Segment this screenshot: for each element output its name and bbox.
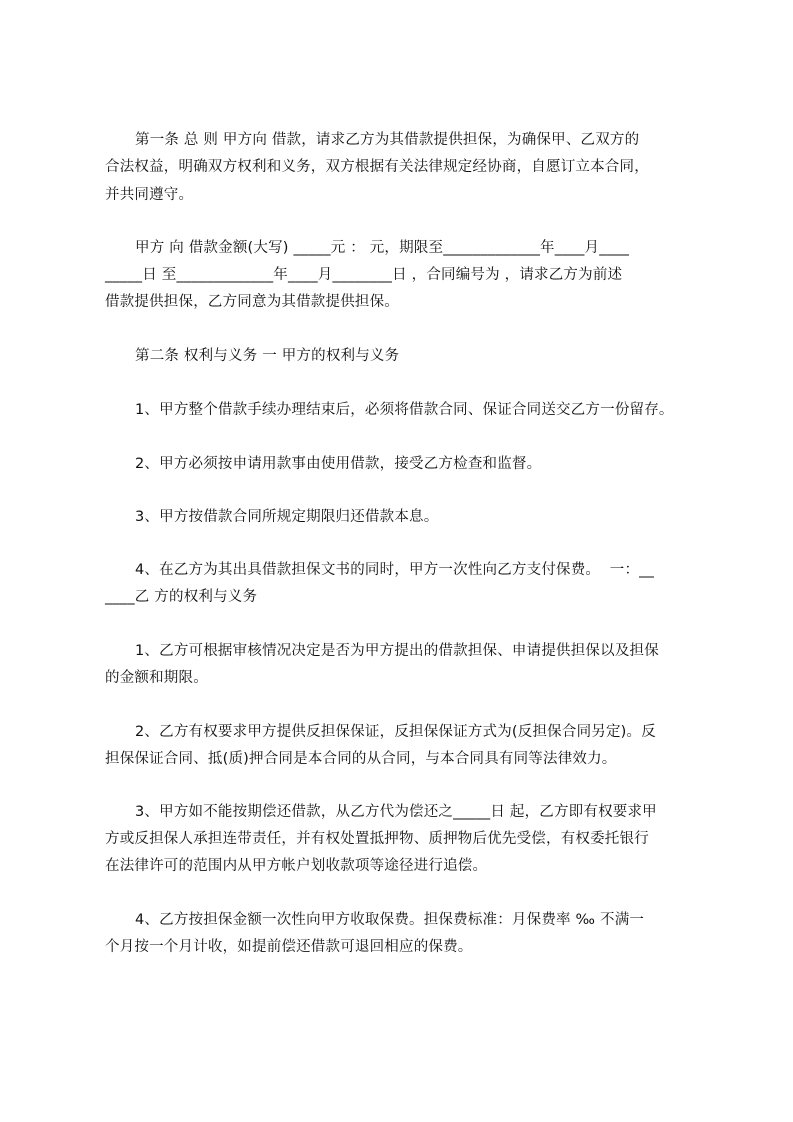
- party-b-item-3-line-2: 方或反担保人承担连带责任，并有权处置抵押物、质押物后优先受偿，有权委托银行: [105, 831, 649, 847]
- loan-info-line-2: _____日 至_____________年____月________日 ，合同编号为 ，请求乙方为前述: [105, 267, 623, 283]
- party-b-item-4-line-1: 4、乙方按担保金额一次性向甲方收取保费。担保费标准：月保费率 ‰ 不满一: [135, 912, 645, 928]
- party-b-item-1-line-1: 1、乙方可根据审核情况决定是否为甲方提出的借款担保、申请提供担保以及担保: [135, 643, 659, 659]
- article1-line-3: 并共同遵守。: [105, 187, 194, 203]
- party-b-item-4-line-2: 个月按一个月计收，如提前偿还借款可退回相应的保费。: [105, 939, 473, 955]
- party-a-item-3: 3、甲方按借款合同所规定期限归还借款本息。: [135, 509, 439, 525]
- article1-line-2: 合法权益，明确双方权利和义务，双方根据有关法律规定经协商，自愿订立本合同，: [105, 159, 649, 175]
- party-a-item-4-line-2: ____乙 方的权利与义务: [105, 589, 258, 605]
- party-b-item-2-line-2: 担保保证合同、抵(质)押合同是本合同的从合同，与本合同具有同等法律效力。: [105, 751, 617, 767]
- loan-info-line-3: 借款提供担保，乙方同意为其借款提供担保。: [105, 294, 399, 310]
- article1-line-1: 第一条 总 则 甲方向 借款，请求乙方为其借款提供担保，为确保甲、乙双方的: [135, 132, 640, 148]
- party-b-item-3-line-1: 3、甲方如不能按期偿还借款，从乙方代为偿还之_____日 起，乙方即有权要求甲: [135, 804, 657, 820]
- party-a-item-1: 1、甲方整个借款手续办理结束后，必须将借款合同、保证合同送交乙方一份留存。: [135, 402, 674, 418]
- party-b-item-1-line-2: 的金额和期限。: [105, 670, 208, 686]
- party-b-item-3-line-3: 在法律许可的范围内从甲方帐户划收款项等途径进行追偿。: [105, 858, 488, 874]
- article2-heading: 第二条 权利与义务 一 甲方的权利与义务: [135, 348, 400, 364]
- party-a-item-2: 2、甲方必须按申请用款事由使用借款，接受乙方检查和监督。: [135, 456, 542, 472]
- party-b-item-2-line-1: 2、乙方有权要求甲方提供反担保保证，反担保保证方式为(反担保合同另定)。反: [135, 724, 656, 740]
- party-a-item-4-line-1: 4、在乙方为其出具借款担保文书的同时，甲方一次性向乙方支付保费。 一：__: [135, 562, 655, 578]
- loan-info-line-1: 甲方 向 借款金额(大写) _____元 ： 元，期限至_____________年____月____: [135, 240, 630, 256]
